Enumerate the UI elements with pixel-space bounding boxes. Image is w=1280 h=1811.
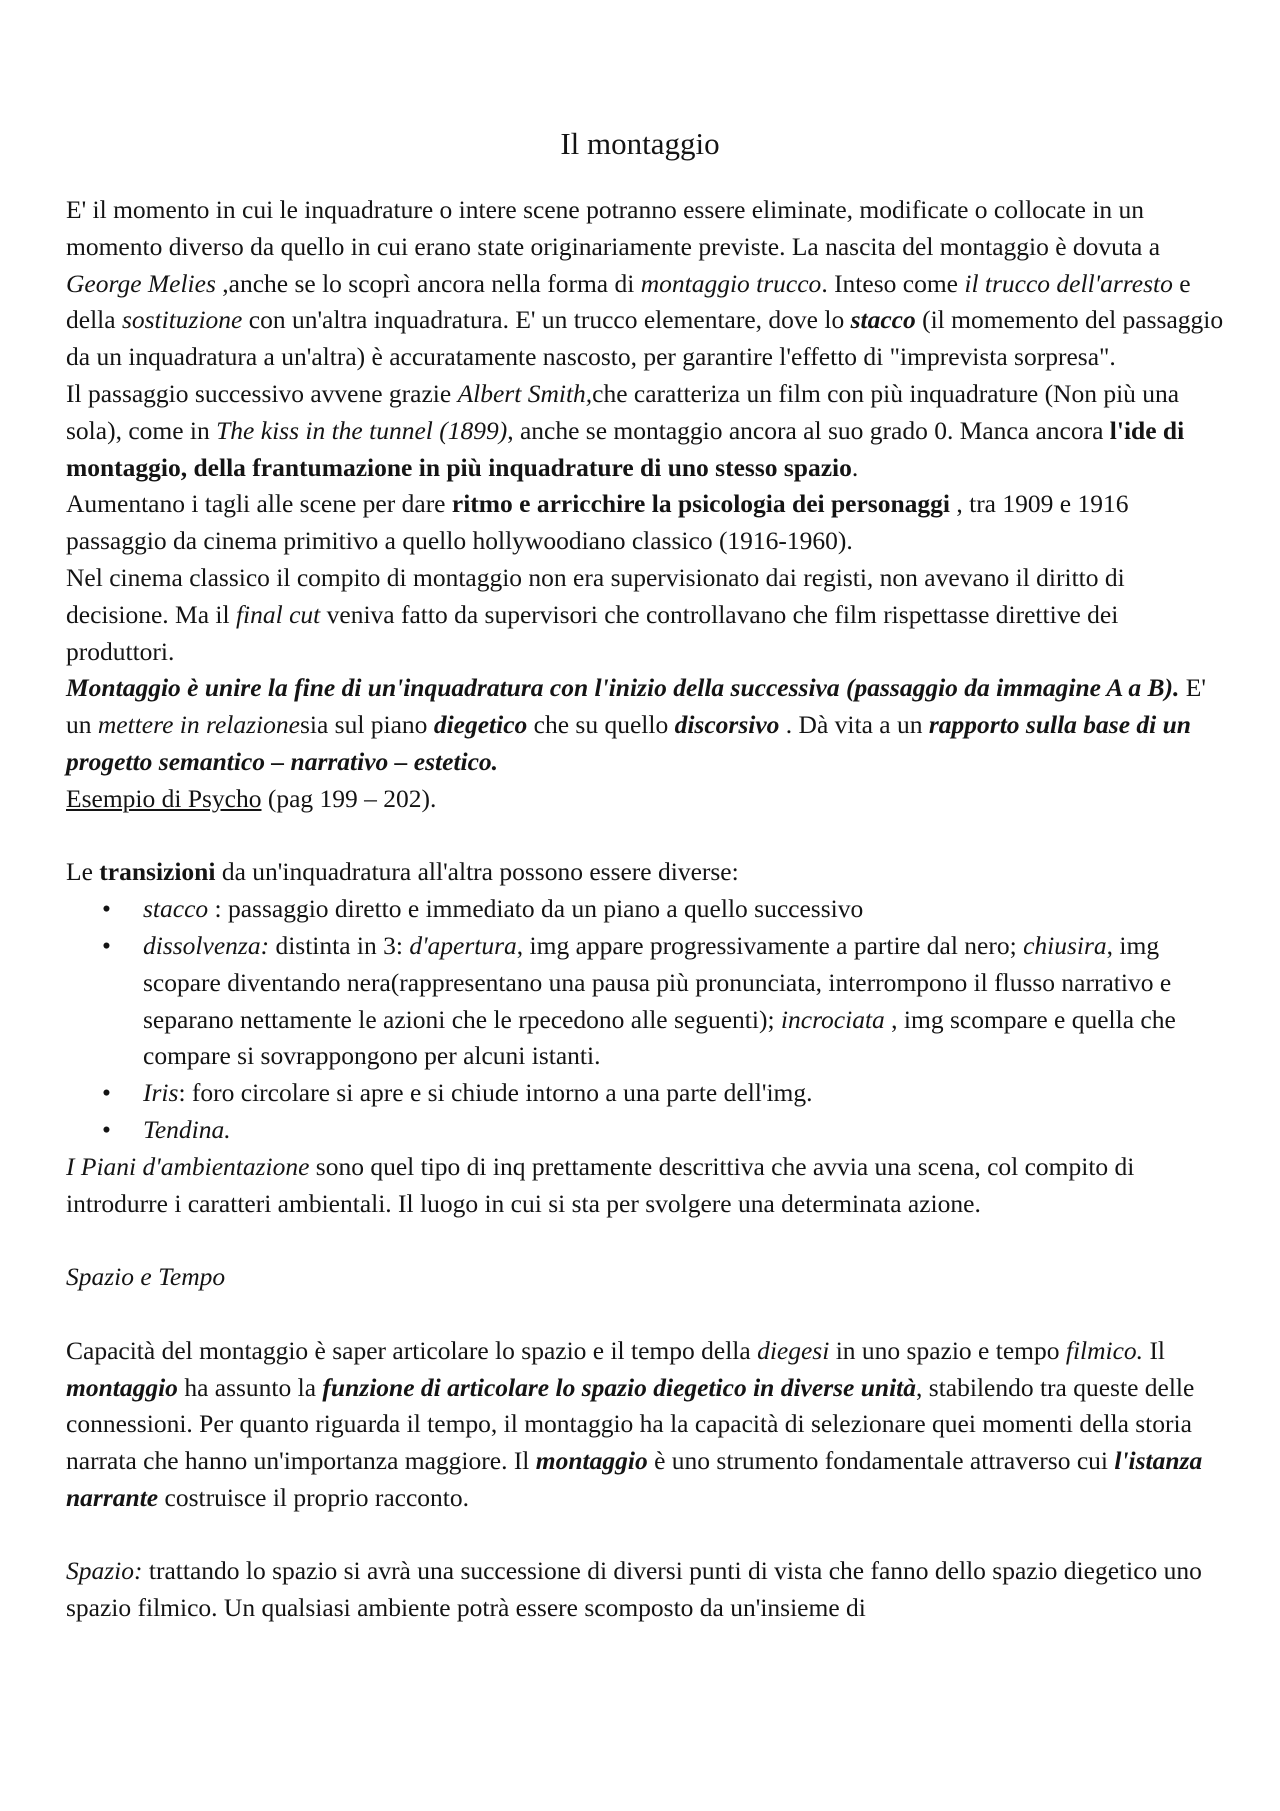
text-run: E' un: [66, 673, 1206, 740]
text-run: sono quel tipo di inq prettamente descrittiva che avvia una scena, col compito di introdurre i caratteri ambientali. Il luogo in cui si sta per svolgere una determinata azione.: [66, 1151, 1135, 1218]
text-run: Tendina.: [143, 1114, 231, 1144]
text-run: montaggio trucco: [640, 268, 822, 298]
text-run: I Piani d'ambientazione: [66, 1151, 310, 1181]
text-run: Le: [66, 857, 100, 887]
text-run: funzione di articolare lo spazio diegetico in diverse unità: [322, 1372, 917, 1402]
text-run: Iris: [143, 1078, 179, 1108]
text-run: diegesi: [757, 1335, 830, 1365]
list-item: [66, 1112, 1226, 1149]
paragraph-smith: [66, 376, 1226, 486]
text-run: . Inteso come: [821, 268, 965, 298]
text-run: mettere in relazione: [97, 710, 300, 740]
text-run: montaggio: [66, 1372, 178, 1402]
list-item: [66, 891, 1226, 928]
document-body: [66, 192, 1226, 1627]
text-run: Il passaggio successivo avvene grazie: [66, 378, 458, 408]
bullet-icon: •: [102, 894, 111, 924]
text-run: Montaggio è unire la fine di un'inquadratura con l'inizio della successiva (passaggio da immagine A a B).: [66, 673, 1180, 703]
paragraph-intro: [66, 192, 1226, 376]
text-run: d'apertura: [409, 930, 517, 960]
text-run: montaggio: [535, 1446, 648, 1476]
bullet-icon: •: [102, 1114, 111, 1144]
text-run: che su quello: [527, 710, 675, 740]
blank-line: [66, 818, 1226, 855]
text-run: chiusira: [1023, 930, 1107, 960]
blank-line: [66, 1222, 1226, 1259]
text-run: , stabilendo tra queste delle connessioni. Per quanto riguarda il tempo, il montaggio ha la capacità di selezionare quei momenti della storia narrata che hanno un'importanza maggiore. Il: [66, 1372, 1195, 1476]
text-run: Aumentano i tagli alle scene per dare: [66, 489, 452, 519]
text-run: sostituzione: [121, 305, 243, 335]
text-run: l'ide di montaggio, della frantumazione in più inquadrature di uno stesso spazio: [66, 415, 1185, 482]
text-run: che caratteriza un film con più inquadrature (Non più una sola), come in: [66, 378, 1180, 445]
text-run: discorsivo: [674, 710, 780, 740]
text-run: Il: [1143, 1335, 1166, 1365]
text-run: , anche se montaggio ancora al suo grado 0. Manca ancora: [507, 415, 1110, 445]
text-run: final cut: [235, 599, 321, 629]
text-run: Albert Smith,: [457, 378, 593, 408]
section-heading: [66, 1259, 1226, 1296]
text-run: distinta in 3:: [269, 930, 410, 960]
section-heading-text: Spazio e Tempo: [66, 1262, 226, 1292]
list-item: [66, 1075, 1226, 1112]
text-run: transizioni: [99, 857, 216, 887]
text-run: dissolvenza:: [143, 930, 270, 960]
text-run: il trucco dell'arresto: [964, 268, 1173, 298]
text-run: in uno spazio e tempo: [829, 1335, 1066, 1365]
text-run: veniva fatto da supervisori che controllavano che film rispettasse direttive dei produttori.: [66, 599, 1119, 666]
text-run: Nel cinema classico il compito di montaggio non era supervisionato dai registi, non avevano il diritto di decisione. Ma il: [66, 562, 1125, 629]
text-run: stacco: [850, 305, 916, 335]
text-run: incrociata: [780, 1004, 885, 1034]
text-run: (il momemento del passaggio da un inquadratura a un'altra) è accuratamente nascosto, per garantire l'effetto di "imprevista sorpresa".: [66, 305, 1224, 372]
text-run: The kiss in the tunnel (1899): [216, 415, 508, 445]
text-run: E' il momento in cui le inquadrature o intere scene potranno essere eliminate, modificate o collocate in un momento diverso da quello in cui erano state originariamente previste. La nascita del montaggio è dovuta a: [66, 195, 1161, 261]
paragraph-spazio: [66, 1553, 1226, 1627]
paragraph-piani-ambientazione: [66, 1149, 1226, 1223]
paragraph-cinema-classico: [66, 560, 1226, 670]
text-run: ritmo e arricchire la psicologia dei personaggi: [451, 489, 950, 519]
transitions-list: [66, 891, 1226, 1149]
text-run: : foro circolare si apre e si chiude intorno a una parte dell'img.: [178, 1078, 813, 1108]
text-run: sia sul piano: [299, 710, 434, 740]
bullet-icon: •: [102, 930, 111, 960]
paragraph-transizioni: [66, 854, 1226, 891]
text-run: , tra 1909 e 1916 passaggio da cinema primitivo a quello hollywoodiano classico (1916-1960).: [66, 489, 1129, 556]
text-run: : passaggio diretto e immediato da un piano a quello successivo: [208, 894, 864, 924]
bullet-icon: •: [102, 1078, 111, 1108]
text-run: .: [851, 452, 859, 482]
text-run: George Melies: [66, 268, 216, 298]
text-run: ,anche se lo scoprì ancora nella forma di: [215, 268, 641, 298]
text-run: filmico.: [1065, 1335, 1144, 1365]
list-item: [66, 928, 1226, 1075]
paragraph-definizione: [66, 670, 1226, 780]
text-run: stacco: [143, 894, 209, 924]
text-run: , img scopare diventando nera(rappresentano una pausa più pronunciata, interrompono il flusso narrativo e separano nettamente le azioni che le rpecedono alle seguenti);: [143, 930, 1172, 1034]
text-run: Capacità del montaggio è saper articolare lo spazio e il tempo della: [66, 1335, 758, 1365]
text-run: costruisce il proprio racconto.: [158, 1482, 469, 1512]
text-run: , img appare progressivamente a partire dal nero;: [516, 930, 1024, 960]
blank-line: [66, 1517, 1226, 1554]
text-run: Spazio:: [66, 1556, 143, 1586]
text-run: (pag 199 – 202).: [261, 783, 437, 813]
text-run: diegetico: [433, 710, 528, 740]
text-run: . Dà vita a un: [779, 710, 929, 740]
text-run: , img scompare e quella che compare si sovrappongono per alcuni istanti.: [143, 1004, 1176, 1071]
paragraph-psycho: [66, 781, 1226, 818]
text-run: è uno strumento fondamentale attraverso cui: [647, 1446, 1115, 1476]
document-title: Il montaggio: [560, 126, 720, 161]
text-run: trattando lo spazio si avrà una successione di diversi punti di vista che fanno dello spazio diegetico uno spazio filmico. Un qualsiasi ambiente potrà essere scomposto da un'insieme di: [66, 1556, 1202, 1623]
paragraph-tagli: [66, 486, 1226, 560]
text-run: con un'altra inquadratura. E' un trucco elementare, dove lo: [242, 305, 851, 335]
text-run: da un'inquadratura all'altra possono essere diverse:: [215, 857, 739, 887]
text-run: rapporto sulla base di un progetto semantico – narrativo – estetico.: [66, 710, 1191, 776]
text-run: ha assunto la: [177, 1372, 323, 1402]
text-run: Esempio di Psycho: [66, 783, 262, 813]
blank-line: [66, 1296, 1226, 1333]
text-run: e della: [66, 268, 1191, 335]
text-run: l'istanza narrante: [66, 1446, 1203, 1512]
paragraph-capacita: [66, 1333, 1226, 1517]
